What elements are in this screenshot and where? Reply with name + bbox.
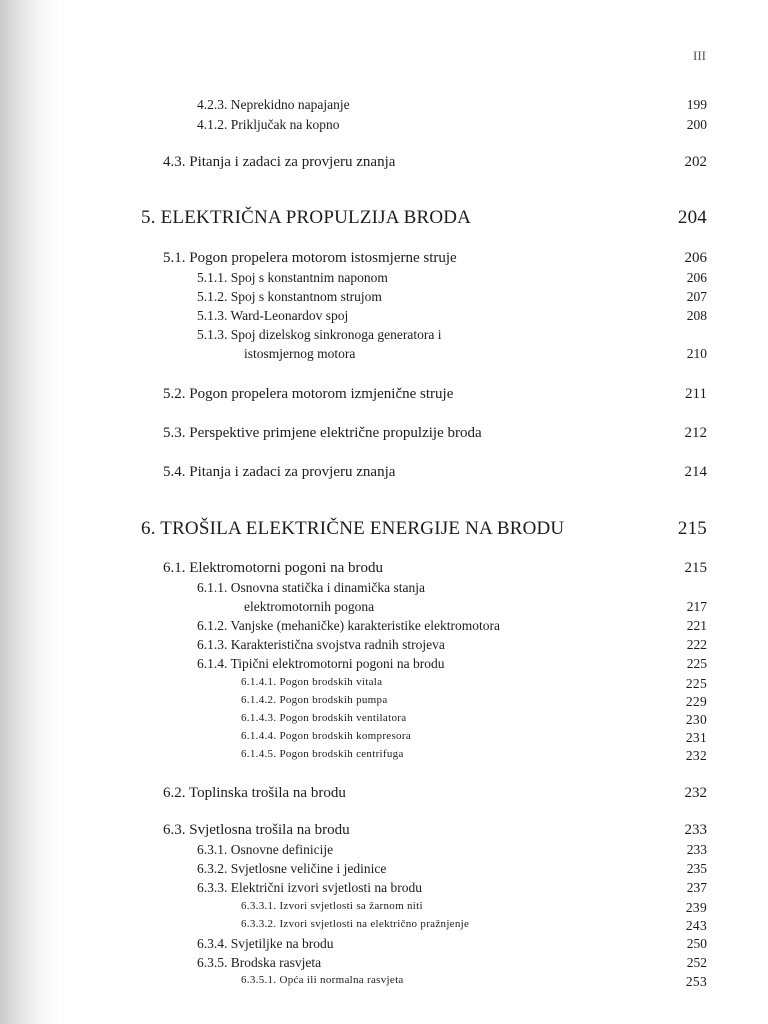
toc-entry-page: 235 [686,861,707,876]
toc-entry-title: elektromotornih pogona [244,599,375,614]
toc-entry-title: 5.1.3. Spoj dizelskog sinkronoga generatora i [197,327,442,342]
page-number: III [693,48,706,63]
toc-entry-page: 208 [686,308,707,323]
toc-entry-page: 204 [677,207,707,228]
toc-entry-title: 6.3.1. Osnovne definicije [197,842,334,857]
toc-entry-title: 5.4. Pitanja i zadaci za provjeru znanja [163,464,396,480]
toc-entry-page: 253 [685,974,707,989]
toc-entry-title: 6.3. Svjetlosna trošila na brodu [163,822,350,838]
toc-entry-page: 215 [684,560,707,576]
toc-entry-title: 6.1.4.2. Pogon brodskih pumpa [241,694,388,706]
toc-entry-title: 5.1. Pogon propelera motorom istosmjerne struje [163,250,457,266]
toc-entry-title: 5. ELEKTRIČNA PROPULZIJA BRODA [141,207,472,228]
toc-entry-title: 5.1.3. Ward-Leonardov spoj [197,308,349,323]
page-edge-shadow [0,0,60,1024]
toc-entry-page: 221 [686,618,707,633]
toc-entry-page: 230 [685,712,707,727]
toc-entry-page: 211 [685,386,707,402]
toc-entry-page: 225 [685,676,707,691]
toc-entry-title: 6.1.4.3. Pogon brodskih ventilatora [241,712,407,724]
toc-entry-page: 243 [685,918,707,933]
toc-entry-page: 207 [686,289,707,304]
toc-entry-page: 206 [686,270,707,285]
toc-entry-title: 5.1.2. Spoj s konstantnom strujom [197,289,382,304]
toc-entry-page: 237 [686,880,707,895]
toc-entry-page: 231 [685,730,707,745]
toc-entry-title: 6.3.5. Brodska rasvjeta [197,955,322,970]
toc-entry-title: 6.1.1. Osnovna statička i dinamička stanja [197,580,425,595]
toc-entry-page: 239 [685,900,707,915]
toc-entry-title: 5.1.1. Spoj s konstantnim naponom [197,270,388,285]
toc-entry-title: 4.2.3. Neprekidno napajanje [197,97,350,112]
toc-entry-page: 222 [686,637,707,652]
toc-entry-page: 212 [684,425,707,441]
toc-entry-title: 6. TROŠILA ELEKTRIČNE ENERGIJE NA BRODU [141,518,565,539]
toc-entry-title: 6.1.4.4. Pogon brodskih kompresora [241,730,411,742]
toc-entry-page: 217 [686,599,707,614]
toc-entry-title: 6.3.5.1. Opća ili normalna rasvjeta [241,974,404,986]
toc-entry-title: 6.1. Elektromotorni pogoni na brodu [163,560,383,576]
toc-entry-title: 6.1.4.5. Pogon brodskih centrifuga [241,748,404,760]
toc-entry-title: istosmjernog motora [244,346,356,361]
toc-entry-title: 5.3. Perspektive primjene električne propulzije broda [163,425,482,441]
toc-entry-title: 6.1.2. Vanjske (mehaničke) karakteristike elektromotora [197,618,501,633]
toc-entry-page: 199 [686,97,707,112]
toc-entry-title: 6.1.3. Karakteristična svojstva radnih strojeva [197,637,445,652]
toc-entry-page: 225 [686,656,707,671]
toc-entry-title: 6.3.4. Svjetiljke na brodu [197,936,334,951]
toc-entry-title: 6.3.3.2. Izvori svjetlosti na električno pražnjenje [241,918,470,930]
toc-entry-page: 210 [686,346,707,361]
toc-entry-page: 200 [686,117,707,132]
toc-entry-page: 214 [684,464,707,480]
toc-entry-page: 232 [685,748,707,763]
toc-entry-title: 6.3.3. Električni izvori svjetlosti na brodu [197,880,422,895]
toc-entry-page: 233 [686,842,707,857]
toc-entry-title: 6.1.4.1. Pogon brodskih vitala [241,676,383,688]
toc-entry-page: 252 [686,955,707,970]
toc-entry-title: 6.3.3.1. Izvori svjetlosti sa žarnom niti [241,900,423,912]
toc-entry-title: 4.3. Pitanja i zadaci za provjeru znanja [163,154,396,170]
toc-entry-page: 250 [686,936,707,951]
toc-entry-title: 6.1.4. Tipični elektromotorni pogoni na brodu [197,656,445,671]
toc-entry-page: 215 [677,518,707,539]
toc-entry-page: 233 [684,822,707,838]
toc-entry-page: 229 [685,694,707,709]
toc-entry-page: 202 [684,154,707,170]
toc-entry-title: 6.3.2. Svjetlosne veličine i jedinice [197,861,387,876]
toc-entry-title: 5.2. Pogon propelera motorom izmjenične struje [163,386,454,402]
toc-entry-page: 206 [684,250,707,266]
toc-entry-title: 4.1.2. Priključak na kopno [197,117,340,132]
toc-entry-title: 6.2. Toplinska trošila na brodu [163,785,346,801]
toc-entry-page: 232 [684,785,707,801]
